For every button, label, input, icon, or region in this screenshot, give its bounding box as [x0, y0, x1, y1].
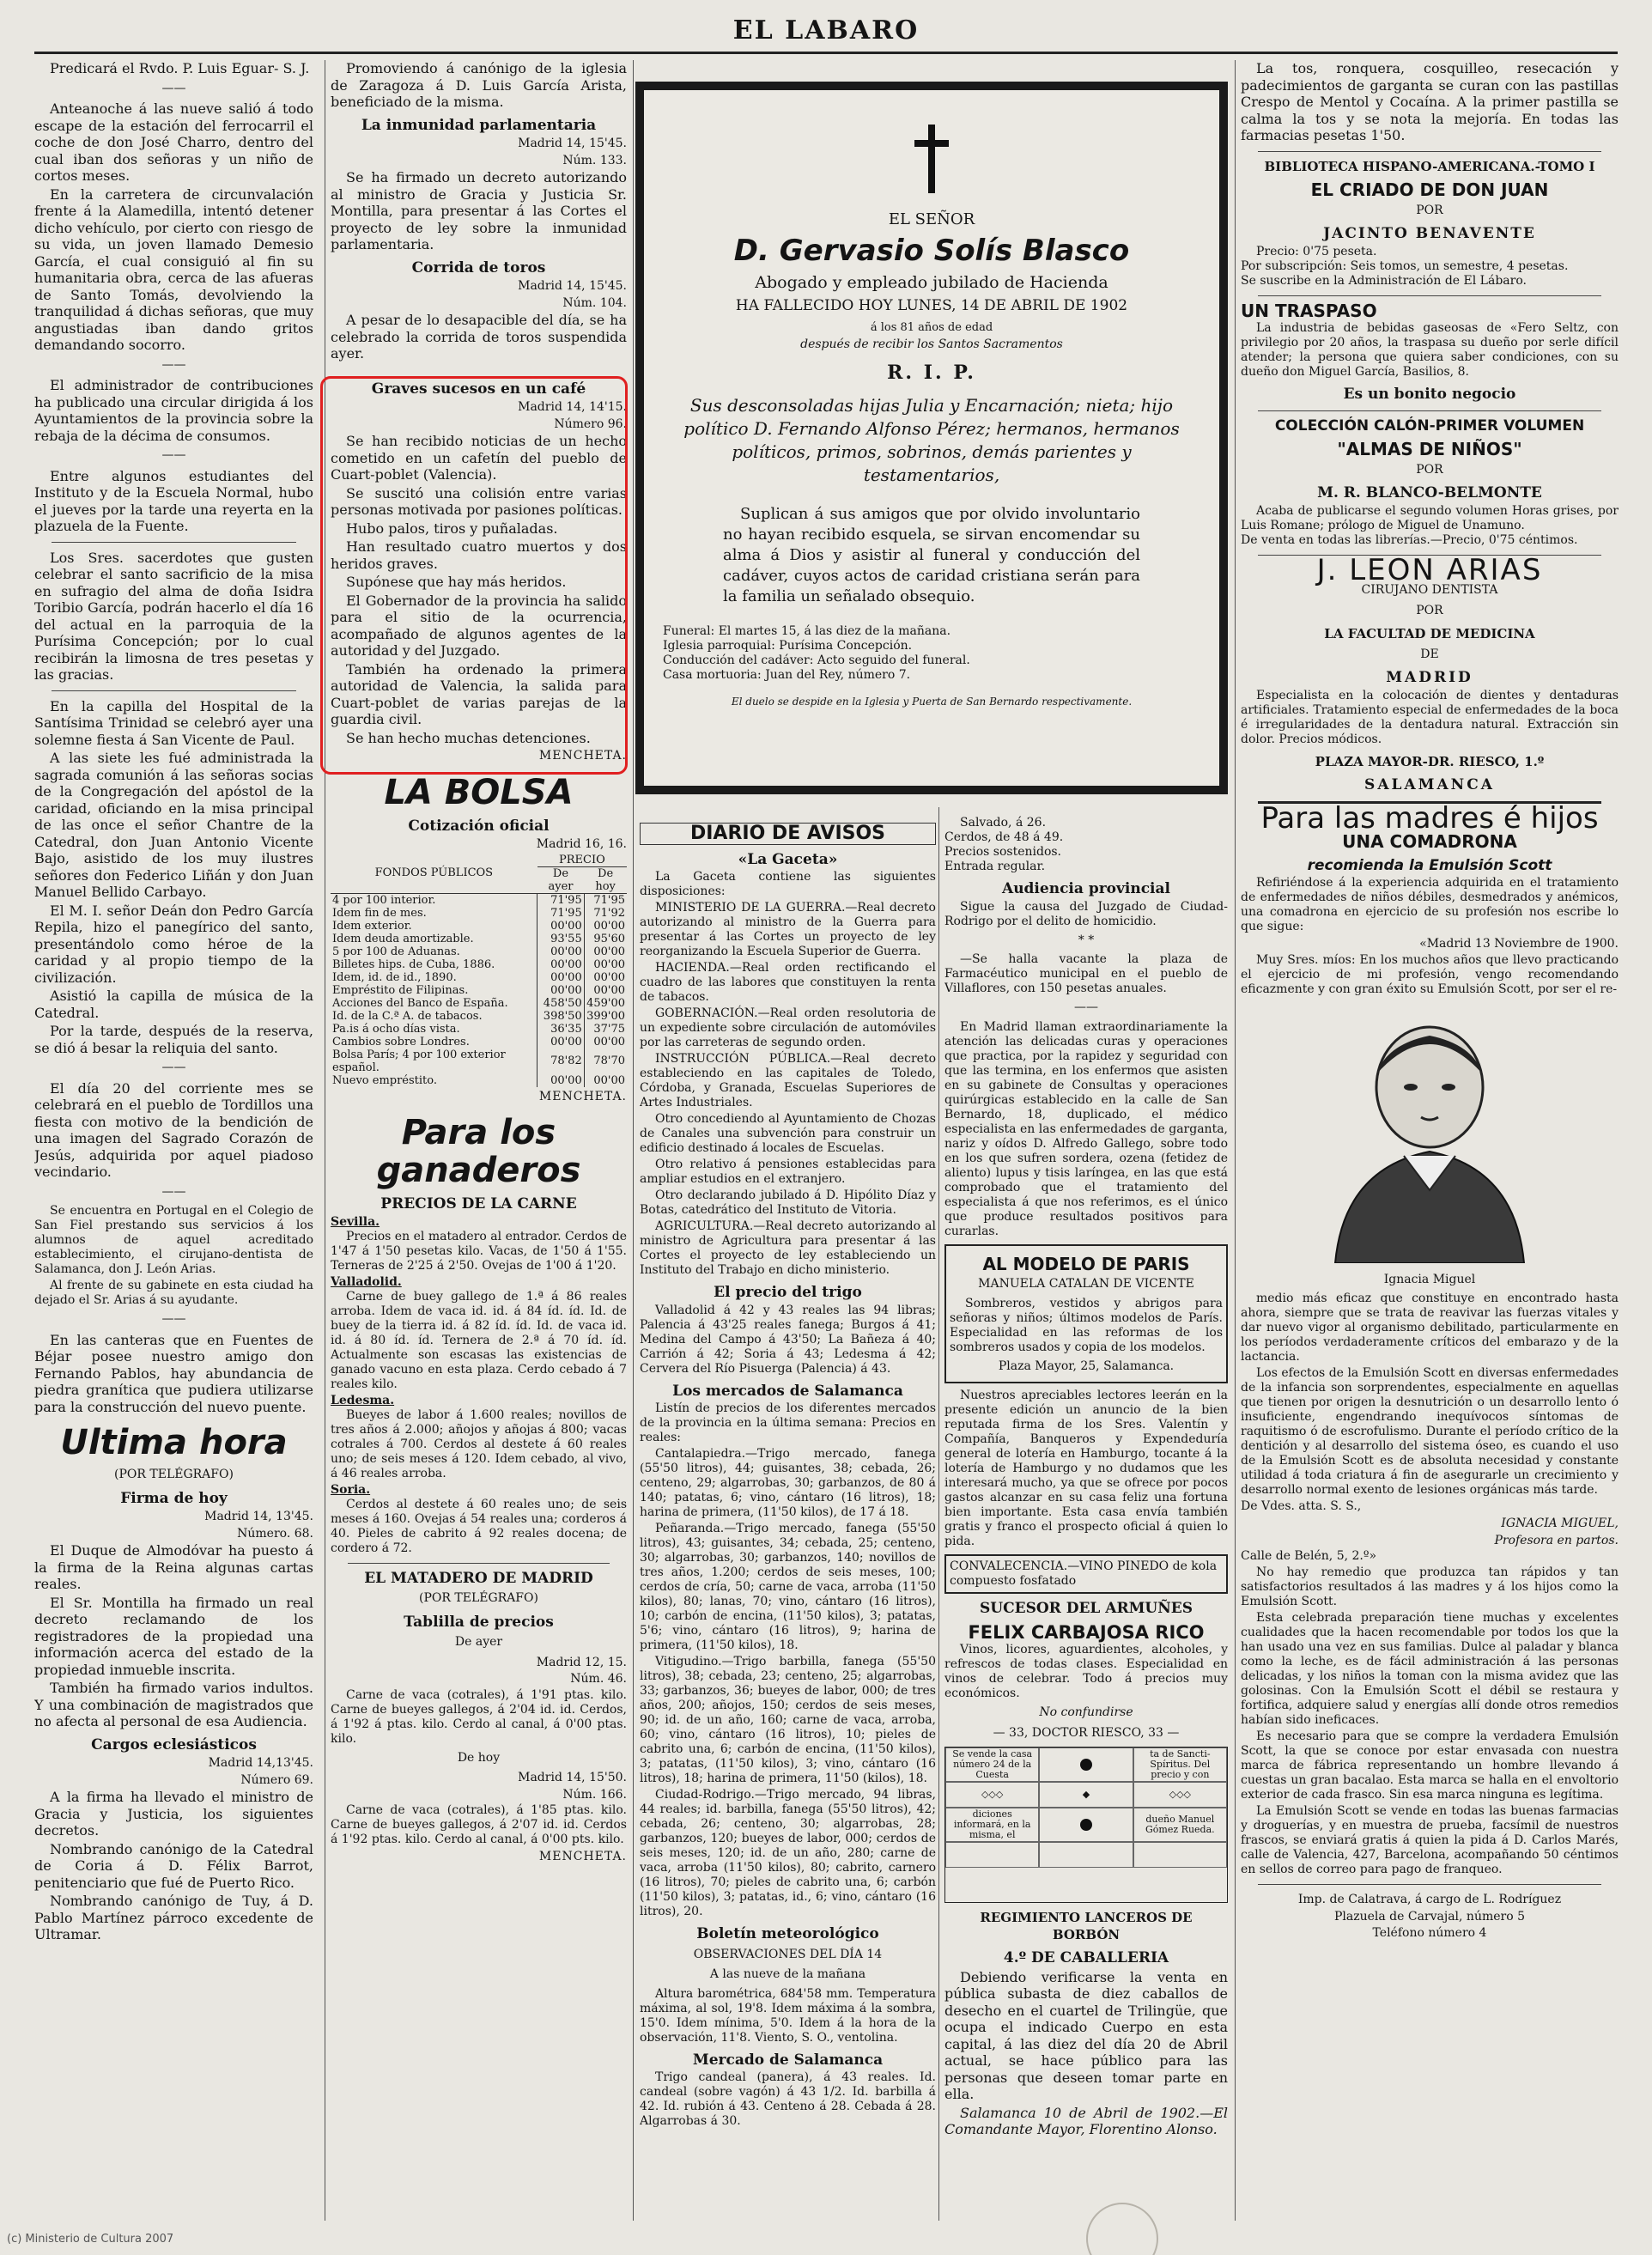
- obituary-box: [635, 82, 1228, 794]
- grid-cell: ta de Sancti-Spíritus. Del precio y con: [1133, 1747, 1227, 1782]
- article-text: El día 20 del corriente mes se celebrará en el pueblo de Tordillos una fiesta con motivo de la bendición de una imagen del Sagrado Corazón de Jesús, adquirida por aquel piadoso vecindario.: [34, 1079, 313, 1180]
- ad-title-madres: Para las madres é hijos: [1260, 800, 1599, 836]
- highlight-box: [320, 376, 628, 775]
- article-text: El Duque de Almodóvar ha puesto á la firma de la Reina algunas cartas reales.: [34, 1542, 313, 1592]
- ad-text: Sombreros, vestidos y abrigos para señoras y niños; últimos modelos de París. Especialidad en las reformas de los sombreros usados y copia de los modelos.: [950, 1296, 1223, 1354]
- table-row: Billetes hips. de Cuba, 1886. 00'00 00'00: [332, 957, 625, 971]
- ad-subtitle: BIBLIOTECA HISPANO-AMERICANA.-TOMO I: [1264, 158, 1595, 174]
- ad-address: PLAZA MAYOR-DR. RIESCO, 1.º: [1315, 753, 1545, 769]
- article-text: Han resultado cuatro muertos y dos heridos graves.: [331, 538, 627, 572]
- article-text: Sigue la causa del Juzgado de Ciudad-Rodrigo por el delito de homicidio.: [944, 899, 1228, 928]
- ad-text: Especialista en la colocación de dientes y dentaduras artificiales. Tratamiento especial de enfermedades de la boca é irregularidades de la dentadura natural. Extracción sin dolor. Precios módicos.: [1241, 688, 1619, 746]
- grid-cell: [945, 1842, 1039, 1868]
- portrait-illustration: [1284, 1006, 1576, 1263]
- bolsa-table: [331, 854, 627, 1087]
- article-text: GOBERNACIÓN.—Real orden resolutoria de un expediente sobre circulación de automóviles por las carreteras de segundo orden.: [640, 1006, 936, 1049]
- ad-text: No hay remedio que produzca tan rápidos y tan satisfactorios resultados á las madres y á los hijos como la Emulsión Scott.: [1241, 1565, 1619, 1608]
- ad-text: Esta celebrada preparación tiene muchas y excelentes cualidades que la hacen recomendable por todos los que la han usado una vez en sus familias. Dulce al paladar y blanca como la leche, es de fácil administración á las personas delicadas, y los niños la toman con la misma avidez que las golosinas. Con la Emulsión Scott el débil se restaura y fortifica, adquiere salud y energías allí donde otros remedios habían sido ineficaces.: [1241, 1611, 1619, 1727]
- ad-modelo-paris: [944, 1244, 1228, 1384]
- ad-title-felix: FELIX CARBAJOSA RICO: [968, 1621, 1205, 1643]
- article-text: Hubo palos, tiros y puñaladas.: [346, 520, 558, 537]
- headline: Mercado de Salamanca: [692, 2051, 884, 2069]
- headline: Firma de hoy: [120, 1489, 228, 1507]
- article-text: Promoviendo á canónigo de la iglesia de Zaragoza á D. Luis García Arista, beneficiado de la misma.: [331, 60, 627, 110]
- ad-text: De Vdes. atta. S. S.,: [1241, 1499, 1362, 1513]
- article-text: Salvado, á 26. Cerdos, de 48 á 49. Precios sostenidos. Entrada regular.: [944, 816, 1064, 873]
- table-row: Bolsa París; 4 por 100 exterior español. 78'82 78'70: [332, 1048, 625, 1074]
- article-text: A pesar de lo desapacible del día, se ha celebrado la corrida de toros suspendida ayer.: [331, 312, 627, 362]
- ad-author: M. R. BLANCO-BELMONTE: [1317, 484, 1542, 501]
- dateline: Madrid 16, 16.: [536, 837, 627, 851]
- article-text: Carne de vaca (cotrales), á 1'91 ptas. kilo. Carne de bueyes gallegos, á 2'04 id. id. Cerdos, á 1'92 á ptas. kilo. Cerdo al canal, á 0'00 ptas. kilo.: [331, 1687, 627, 1746]
- table-row: Idem deuda amortizable. 93'55 95'60: [332, 932, 625, 945]
- ad-address: — 33, DOCTOR RIESCO, 33 —: [993, 1725, 1180, 1740]
- separator: ——: [161, 448, 186, 462]
- article-text: A la firma ha llevado el ministro de Gracia y Justicia, los siguientes decretos.: [34, 1789, 313, 1839]
- dateline: Madrid 14, 15'50. Núm. 166.: [518, 1771, 627, 1802]
- separator: ——: [161, 1312, 186, 1326]
- ad-subtitle: CIRUJANO DENTISTA: [1361, 583, 1498, 597]
- masthead: EL LABARO: [732, 15, 920, 46]
- article-text: Por la tarde, después de la reserva, se dió á besar la reliquia del santo.: [34, 1023, 313, 1056]
- column-rule: [1235, 60, 1236, 2221]
- ad-subtitle: recomienda la Emulsión Scott: [1307, 856, 1552, 874]
- separator: * *: [1078, 933, 1095, 947]
- article-text: Se encuentra en Portugal en el Colegio de San Fiel prestando sus servicios á los alumnos de aquel acreditado establecimiento, el cirujano-dentista de Salamanca, don J. León Arias.: [34, 1204, 313, 1276]
- table-header: FONDOS PÚBLICOS: [331, 854, 538, 894]
- headline: Boletín meteorológico: [696, 1925, 879, 1942]
- article-text: Al frente de su gabinete en esta ciudad ha dejado el Sr. Arias á su ayudante.: [34, 1279, 313, 1307]
- headline: El precio del trigo: [714, 1284, 862, 1301]
- dateline: Madrid 14,13'45. Número 69.: [208, 1756, 313, 1787]
- cross-icon: [914, 125, 949, 193]
- headline: REGIMIENTO LANCEROS DE BORBÓN: [980, 1910, 1193, 1942]
- signature: MENCHETA.: [538, 1089, 627, 1103]
- article-text: En la capilla del Hospital de la Santísima Trinidad se celebró ayer una solemne fiesta á San Vicente de Paul.: [34, 697, 313, 748]
- table-header: De ayer: [538, 866, 585, 893]
- ad-text: Es necesario para que se compre la verdadera Emulsión Scott, la que se conoce por estar envasada con nuestra marca de fábrica representando un hombre llevando á cuestas un gran bacalao. Esta marca se halla en el envoltorio exterior de cada frasco. Sin esa marca ninguna es legítima.: [1241, 1729, 1619, 1802]
- grid-cell: diciones informará, en la misma, el: [945, 1808, 1039, 1842]
- article-text: También ha firmado varios indultos. Y una combinación de magistrados que no afecta al personal de esa Audiencia.: [34, 1680, 313, 1729]
- headline: PRECIOS DE LA CARNE: [380, 1195, 577, 1213]
- separator: [1258, 410, 1601, 411]
- article-text: Anteanoche á las nueve salió á todo escape de la estación del ferrocarril el coche de don José Charro, dentro del cual iban dos señoras y un niño de cortos meses.: [34, 100, 313, 184]
- article-text: Precios en el matadero al entrador. Cerdos de 1'47 á 1'50 pesetas kilo. Vacas, de 1'50 á 1'55. Terneras de 2'25 á 2'50. Ovejas de 1'00 á 1'20.: [331, 1229, 627, 1273]
- article-text: Se han recibido noticias de un hecho cometido en un cafetín del pueblo de Cuart-poblet (Valencia).: [331, 433, 627, 483]
- table-header: PRECIO: [538, 854, 627, 867]
- article-text: También ha ordenado la primera autoridad de Valencia, la salida para Cuart-poblet de varias parejas de la guardia civil.: [331, 660, 627, 727]
- section-title-ultima-hora: Ultima hora: [60, 1423, 288, 1462]
- table-row: Idem fin de mes. 71'95 71'92: [332, 906, 625, 920]
- ad-text: Refiriéndose á la experiencia adquirida en el tratamiento de enfermedades de niños débiles, desmedrados y anémicos, una comadrona en ejercicio de su profesión nos escribe lo que sigue:: [1241, 876, 1619, 933]
- obituary-sacraments: después de recibir los Santos Sacramentos: [800, 337, 1063, 351]
- ad-by: POR: [1416, 603, 1443, 617]
- ad-text: Precio: 0'75 peseta. Por subscripción: Seis tomos, un semestre, 4 pesetas. Se suscribe en la Administración de El Lábaro.: [1241, 244, 1569, 288]
- article-text: Nuestros apreciables lectores leerán en la presente edición un anuncio de la bien reputada firma de los Sres. Valentín y Compañía, Banqueros y Expendeduría general de lotería en Hamburgo, tocante á la lotería de Hamburgo y no dudamos que les interesará mucho, ya que se ofrece por pocos gastos alcanzar en su casa feliz una fortuna bien importante. Esta casa envía también gratis y franco el prospecto oficial á quien lo pida.: [944, 1389, 1228, 1548]
- column-3: [640, 816, 936, 2130]
- subheading: OBSERVACIONES DEL DÍA 14: [693, 1947, 883, 1961]
- copyright-footer: (c) Ministerio de Cultura 2007: [7, 2233, 174, 2246]
- table-row: Pa.is á ocho días vista. 36'35 37'75: [332, 1022, 625, 1036]
- table-header: De hoy: [584, 866, 627, 893]
- article-text: El Gobernador de la provincia ha salido para el sitio de la ocurrencia, acompañado de algunos agentes de la autoridad y del Juzgado.: [331, 592, 627, 659]
- obituary-role: Abogado y empleado jubilado de Hacienda: [755, 273, 1108, 292]
- article-text: La Gaceta contiene las siguientes disposiciones:: [640, 870, 936, 898]
- obituary-intro: EL SEÑOR: [888, 210, 975, 228]
- ad-title-traspaso: UN TRASPASO: [1241, 300, 1377, 321]
- article-text: Cerdos al destete á 60 reales uno; de seis meses á 160. Ovejas á 54 reales una; corderos á 40. Pieles de cabrito á 92 reales docena; de cordero á 72.: [331, 1497, 627, 1555]
- headline: La inmunidad parlamentaria: [361, 116, 597, 134]
- article-text: Vitigudino.—Trigo barbilla, fanega (55'50 litros), 38; cebada, 23; centeno, 25; algarrobas, 33; garbanzos, 36; bueyes de labor, 000; de tres años, 200; añojos, 150; cerdos de seis meses, 90; id. de un año, 160; carne de vaca, arroba, 60; vino, cántaro (16 litros), 10; pieles de cabrito una, 6; carbón de encina, (11'50 kilos), 3; patatas, (11'50 kilos), 3; vino, cántaro (16 litros), 18; harina de primera, 11'50 (kilos), 18.: [640, 1655, 936, 1785]
- table-row: Empréstito de Filipinas. 00'00 00'00: [332, 983, 625, 997]
- article-text: Ciudad-Rodrigo.—Trigo mercado, 94 libras, 44 reales; id. barbilla, fanega (55'50 litros), 42; cebada, 26; centeno, 30; algarrobas, 28; garbanzos, 120; bueyes de labor, 000; cerdos de seis meses, 120; id. de un año, 280; carne de vaca, arroba (11'50 kilos), 80; cabrito, carnero (16 litros), 70; pieles de cabrito una, 6; carbón (11'50 kilos), 3; patatas, id., 6; vino, cántaro (16 litros), 20.: [640, 1788, 936, 1918]
- article-text: Listín de precios de los diferentes mercados de la provincia en la última semana: Precios en reales:: [640, 1401, 936, 1444]
- separator: ——: [161, 1061, 186, 1074]
- article-text: A las siete les fué administrada la sagrada comunión á las señoras socias de la Congregación del apóstol de la caridad, oficiando en la misa principal de las once el señor Chantre de la Catedral, don Juan Antonio Vicente Bajo, asistido de los muy ilustres señores don Federico Liñán y don Juan Manuel Bellido Carbayo.: [34, 750, 313, 900]
- article-text: Otro concediendo al Ayuntamiento de Chozas de Canales una subvención para construir un edificio destinado á locales de Escuelas.: [640, 1112, 936, 1155]
- separator: [1258, 1884, 1601, 1885]
- column-5: [1241, 60, 1619, 1946]
- market-name: Sevilla.: [331, 1214, 380, 1229]
- article-text: Otro declarando jubilado á D. Hipólito Díaz y Botas, catedrático del Instituto de Vitoria.: [640, 1188, 936, 1217]
- signature: MENCHETA.: [538, 1850, 627, 1863]
- dateline: Madrid 12, 15. Núm. 46.: [536, 1655, 627, 1686]
- headline: Los mercados de Salamanca: [672, 1382, 903, 1400]
- dateline: Madrid 14, 13'45. Número. 68.: [204, 1510, 313, 1541]
- obituary-body: Suplican á sus amigos que por olvido involuntario no hayan recibido esquela, se sirvan encomendar su alma á Dios y asistir al funeral y conducción del cadáver, cuyos actos de caridad cristiana serán para la familia un señalado obsequio.: [723, 505, 1140, 605]
- article-text: AGRICULTURA.—Real decreto autorizando al ministro de Agricultura para presentar á las Cortes el proyecto de ley estableciendo un Instituto del Trabajo en dicho ministerio.: [640, 1219, 936, 1277]
- headline: Tablilla de precios: [404, 1613, 554, 1631]
- obituary-age: á los 81 años de edad: [870, 321, 993, 334]
- obituary-funeral-details: Funeral: El martes 15, á las diez de la mañana. Iglesia parroquial: Purísima Concepción. Conducción del cadáver: Acto seguido del funeral. Casa mortuoria: Juan del Rey, número 7.: [663, 624, 970, 682]
- portrait-caption: Ignacia Miguel: [1383, 1272, 1476, 1286]
- grid-cell: ◆: [1039, 1782, 1133, 1808]
- grid-cell: dueño Manuel Gómez Rueda.: [1133, 1808, 1227, 1842]
- separator: [1258, 295, 1601, 296]
- column-rule: [633, 60, 634, 2221]
- ad-author: JACINTO BENAVENTE: [1323, 225, 1536, 242]
- grid-cell: ◇◇◇: [945, 1782, 1039, 1808]
- ad-text: Acaba de publicarse el segundo volumen Horas grises, por Luis Romane; prólogo de Miguel de Unamuno. De venta en todas las librerías.—Precio, 0'75 céntimos.: [1241, 503, 1619, 547]
- headline: 4.º DE CABALLERIA: [1003, 1949, 1169, 1966]
- ad-signature: IGNACIA MIGUEL, Profesora en partos.: [1494, 1517, 1619, 1547]
- ad-tagline: Es un bonito negocio: [1343, 386, 1516, 403]
- article-text: Se suscitó una colisión entre varias personas motivada por pasiones políticas.: [331, 484, 627, 518]
- subheading: De ayer: [454, 1635, 503, 1649]
- ad-address: Plaza Mayor, 25, Salamanca.: [998, 1358, 1175, 1373]
- article-text: El Sr. Montilla ha firmado un real decreto reclamando de los registradores de la propiedad una información acerca del estado de la propiedad inmueble inscrita.: [34, 1594, 313, 1678]
- table-row: Idem, id. de id., 1890. 00'00 00'00: [332, 970, 625, 984]
- grid-cell: ◇◇◇: [1133, 1782, 1227, 1808]
- dot-icon: [1080, 1759, 1092, 1771]
- table-row: Acciones del Banco de España. 458'50 459'00: [332, 996, 625, 1010]
- article-text: Carne de buey gallego de 1.ª á 86 reales arroba. Idem de vaca id. id. á 84 íd. íd. Id. de buey de la tierra id. á 82 íd. íd. Id. de vaca id. id. á 80 íd. íd. Ternera de 2.ª á 70 íd. íd. Actualmente son escasas las existencias de ganado vacuno en esta plaza. Cerdo cebado á 7 reales kilo.: [331, 1289, 627, 1391]
- headline: EL MATADERO DE MADRID: [364, 1569, 593, 1587]
- section-title-la-bolsa: LA BOLSA: [384, 772, 574, 812]
- separator: [52, 690, 296, 691]
- headline: Corrida de toros: [411, 258, 546, 277]
- article-text: Cantalapiedra.—Trigo mercado, fanega (55'50 litros), 44; guisantes, 38; cebada, 26; centeno, 29; algarrobas, 30; garbanzos, de 80 á 140; patatas, 6; vino, cántaro (16 litros), 18; harina de primera, (11'50 kilos), de 17 á 18.: [640, 1447, 936, 1519]
- grid-cell: [1039, 1808, 1133, 1842]
- ad-subtitle: UNA COMADRONA: [1342, 831, 1517, 852]
- article-text: Valladolid á 42 y 43 reales las 94 libras; Palencia á 43'25 reales fanega; Burgos á 41; Medina del Campo á 43'50; La Bañeza á 40; Carrión á 42; Soria á 43; Ledesma á 42; Cervera del Río Pisuerga (Palencia) á 43.: [640, 1303, 936, 1376]
- ad-subtitle: SUCESOR DEL ARMUÑES: [979, 1600, 1193, 1617]
- obituary-rip: R. I. P.: [887, 362, 976, 384]
- table-row: 4 por 100 interior. 71'95 71'95: [332, 893, 625, 907]
- subheading: (POR TELÉGRAFO): [419, 1591, 538, 1605]
- ad-text: Vinos, licores, aguardientes, alcoholes, y refrescos de todas clases. Especialidad en vinos de celebrar. Todo á precios muy económicos.: [944, 1643, 1228, 1700]
- separator: ——: [1074, 1000, 1098, 1014]
- separator: ——: [161, 1184, 186, 1199]
- article-text: Debiendo verificarse la venta en pública subasta de diez caballos de desecho en el cuartel de Trilingüe, que ocupa el indicado Cuerpo en esta capital, á las diez del día 20 de Abril actual, se hace público para las personas que deseen tomar parte en ella.: [944, 1968, 1228, 2102]
- ad-text: La industria de bebidas gaseosas de «Fero Seltz, con privilegio por 20 años, la traspasa su dueño por serle difícil atender; la persona que quiera saber condiciones, con su dueño don Miguel García, Basilios, 8.: [1241, 321, 1619, 379]
- column-2: [331, 60, 627, 1871]
- separator: ——: [161, 81, 186, 95]
- ad-grid: [944, 1747, 1228, 1903]
- subheading: (POR TELÉGRAFO): [114, 1468, 234, 1481]
- ad-text: Muy Sres. míos: En los muchos años que llevo practicando el ejercicio de mi profesión, vengo recomendando eficazmente y con gran éxito su Emulsión Scott, por ser el re-: [1241, 952, 1619, 996]
- headline: Cargos eclesiásticos: [91, 1735, 257, 1754]
- grid-cell: [1039, 1747, 1133, 1782]
- ad-text: Los efectos de la Emulsión Scott en diversas enfermedades de la infancia son sorprendentes, especialmente en aquellas que tienen por origen la desnutrición o un desarrollo lento ó insuficiente, engendrando inequívocos síntomas de raquitismo ó de escrofulismo. Durante el período crítico de la dentición y al desarrollo del sistema óseo, es cuando el uso de la Emulsión Scott es de absoluta necesidad y constante utilidad á toda criatura á fin de asegurarle un crecimiento y desarrollo normal exento de lesiones orgánicas más tarde.: [1241, 1366, 1619, 1497]
- ad-title: EL CRIADO DE DON JUAN: [1310, 179, 1549, 200]
- article-text: Bueyes de labor á 1.600 reales; novillos de tres años á 2.000; añojos y añojas á 800; vacas cotrales á 700. Cerdos al destete á 60 reales uno; de seis meses á 120. Idem cebado, al vivo, á 46 reales arroba.: [331, 1407, 627, 1480]
- article-text: MINISTERIO DE LA GUERRA.—Real decreto autorizando al ministro de la Guerra para presentar á las Cortes un proyecto de ley reorganizando la Escuela Superior de Guerra.: [640, 901, 936, 958]
- column-4: [944, 816, 1228, 2140]
- portrait-icon: [1284, 1006, 1576, 1263]
- article-text: Carne de vaca (cotrales), á 1'85 ptas. kilo. Carne de bueyes gallegos, á 2'07 id. id. Cerdos á 1'92 ptas. kilo. Cerdo al canal, á 0'00 pts. kilo.: [331, 1803, 627, 1846]
- grid-cell: Se vende la casa número 24 de la Cuesta: [945, 1747, 1039, 1782]
- obituary-family: Sus desconsoladas hijas Julia y Encarnación; nieta; hijo político D. Fernando Alfonso Pérez; hermanos, hermanos políticos, primos, sobrinos, demás parientes y testamentarios,: [683, 395, 1180, 485]
- article-text: Entre algunos estudiantes del Instituto y de la Escuela Normal, hubo el jueves por la tarde una reyerta en la plazuela de la Fuente.: [34, 467, 313, 534]
- article-text: INSTRUCCIÓN PÚBLICA.—Real decreto estableciendo en las capitales de Toledo, Córdoba, y Granada, Escuelas Superiores de Artes Industriales.: [640, 1052, 936, 1109]
- ad-date: «Madrid 13 Noviembre de 1900.: [1419, 937, 1619, 951]
- ad-text: Calle de Belén, 5, 2.º»: [1241, 1549, 1377, 1563]
- article-text: Nombrando canónigo de Tuy, á D. Pablo Martínez párroco excedente de Ultramar.: [34, 1893, 313, 1942]
- dateline: Madrid 14, 15'45. Núm. 104.: [518, 279, 627, 310]
- article-text: En las canteras que en Fuentes de Béjar posee nuestro amigo don Fernando Pablos, hay abundancia de piedra granítica que pudiera utilizarse para la construcción del nuevo puente.: [34, 1331, 313, 1415]
- ad-convalecencia: CONVALECENCIA.—VINO PINEDO de kola compuesto fosfatado: [944, 1554, 1228, 1594]
- article-text: Nombrando canónigo de la Catedral de Coria á D. Félix Barrot, penitenciario que fué de Puerto Rico.: [34, 1840, 313, 1891]
- signature: MENCHETA.: [538, 749, 627, 763]
- printer-imprint: Imp. de Calatrava, á cargo de L. Rodríguez Plazuela de Carvajal, número 5 Teléfono número 4: [1297, 1893, 1562, 1940]
- ad-title: "ALMAS DE NIÑOS": [1337, 439, 1522, 459]
- ad-by: DE: [1420, 647, 1439, 661]
- separator: ——: [161, 357, 186, 372]
- table-row: Cambios sobre Londres. 00'00 00'00: [332, 1035, 625, 1048]
- ad-city: SALAMANCA: [1364, 776, 1495, 793]
- section-title-ganaderos: Para los ganaderos: [376, 1113, 581, 1190]
- article-text: Asistió la capilla de música de la Catedral.: [34, 988, 313, 1021]
- ad-subtitle: MADRID: [1386, 669, 1473, 686]
- article-text: Salamanca 10 de Abril de 1902.—El Comandante Mayor, Florentino Alonso.: [944, 2104, 1228, 2137]
- obituary-date: HA FALLECIDO HOY LUNES, 14 DE ABRIL DE 1902: [735, 297, 1128, 314]
- headline-graves-sucesos: Graves sucesos en un café: [371, 380, 586, 398]
- column-1: [34, 60, 313, 1945]
- market-name: Valladolid.: [331, 1274, 402, 1289]
- article-text: Altura barométrica, 684'58 mm. Temperatura máxima, al sol, 19'8. Idem máxima á la sombra, 15'0. Idem mínima, 5'0. Idem á la hora de la observación, 11'8. Viento, S. O., ventolina.: [640, 1986, 936, 2045]
- article-text: Se ha firmado un decreto autorizando al ministro de Gracia y Justicia Sr. Montilla, para presentar á las Cortes el proyecto de ley sobre la inmunidad parlamentaria.: [331, 169, 627, 252]
- article-text: Trigo candeal (panera), á 43 reales. Id. candeal (sobre vagón) á 43 1/2. Id. barbilla á 42. Id. rubión á 43. Centeno á 28. Cebada á 28. Algarrobas á 30.: [640, 2070, 936, 2128]
- headline: Cotización oficial: [408, 817, 550, 835]
- ad-by: POR: [1416, 203, 1443, 217]
- column-rule: [938, 807, 939, 2221]
- article-text: Los Sres. sacerdotes que gusten celebrar el santo sacrificio de la misa en sufragio del alma de doña Isidra Toribio García, podrán hacerlo el día 16 del actual en la parroquia de la Purísima Concepción; por lo cual recibirán la limosna de tres pesetas y las gracias.: [34, 549, 313, 683]
- article-text: —Se halla vacante la plaza de Farmacéutico municipal en el pueblo de Villaflores, con 150 pesetas anuales.: [944, 952, 1228, 995]
- table-row: Nuevo empréstito. 00'00 00'00: [332, 1073, 625, 1087]
- masthead-rule: [34, 52, 1618, 54]
- ad-by: POR: [1416, 462, 1443, 477]
- ad-subtitle: MANUELA CATALAN DE VICENTE: [978, 1277, 1194, 1291]
- separator: [348, 1563, 610, 1564]
- article-text: Otro relativo á pensiones establecidas para ampliar estudios en el extranjero.: [640, 1158, 936, 1186]
- grid-cell: [1133, 1842, 1227, 1868]
- article-text: Supónese que hay más heridos.: [346, 574, 567, 590]
- article-text: Peñaranda.—Trigo mercado, fanega (55'50 litros), 43; guisantes, 34; cebada, 25; centeno, 30; algarrobas, 30; garbanzos, 140; novillos de tres años, 1.200; cerdos de seis meses, 100; cerdos de cría, 50; carne de vaca, arroba (11'50 kilos), 80; lanas, 70; vino, cántaro (16 litros), 10; carbón de encina, (11'50 kilos), 3; patatas, 5'6; vino, cántaro (16 litros), 9; harina de primera, (11'50 kilos), 18.: [640, 1522, 936, 1652]
- article-text: HACIENDA.—Real orden rectificando el cuadro de las labores que constituyen la renta de tabacos.: [640, 961, 936, 1004]
- ad-text: La tos, ronquera, cosquilleo, resecación y padecimientos de garganta se curan con las pastillas Crespo de Mentol y Cocaína. A la primer pastilla se calma la tos y se nota la mejoría. En todas las farmacias pesetas 1'50.: [1241, 60, 1619, 143]
- ad-text: La Emulsión Scott se vende en todas las buenas farmacias y droguerías, y en muestra de prueba, facsímil de nuestros frascos, se enviará gratis á quien la pida á D. Carlos Marés, calle de Valencia, 427, Barcelona, acompañando 50 céntimos en sellos de correo para pago de franqueo.: [1241, 1804, 1619, 1876]
- separator: [52, 542, 296, 543]
- article-text: Predicará el Rvdo. P. Luis Eguar- S. J.: [50, 60, 310, 76]
- obituary-duelo: El duelo se despide en la Iglesia y Puerta de San Bernardo respectivamente.: [731, 696, 1133, 708]
- market-name: Ledesma.: [331, 1393, 395, 1407]
- ad-subtitle: COLECCIÓN CALÓN-PRIMER VOLUMEN: [1274, 416, 1585, 435]
- dot-icon: [1080, 1819, 1092, 1831]
- article-text: Se han hecho muchas detenciones.: [346, 729, 591, 746]
- ad-note: No confundirse: [1039, 1705, 1133, 1719]
- table-row: Idem exterior. 00'00 00'00: [332, 919, 625, 933]
- table-row: 5 por 100 de Aduanas. 00'00 00'00: [332, 945, 625, 958]
- table-row: Id. de la C.ª A. de tabacos. 398'50 399'00: [332, 1009, 625, 1023]
- headline: Audiencia provincial: [1002, 880, 1170, 897]
- obituary-name: D. Gervasio Solís Blasco: [733, 234, 1130, 268]
- library-stamp: [1086, 2203, 1158, 2255]
- subheading: De hoy: [457, 1750, 501, 1765]
- headline: «La Gaceta»: [738, 850, 838, 868]
- dateline: Madrid 14, 14'15. Número 96.: [518, 400, 627, 431]
- ad-text: medio más eficaz que constituye en encontrado hasta ahora, siempre que se trata de reavivar las fuerzas vitales y dar nuevo vigor al organismo debilitado, particularmente en los períodos verdaderamente críticos del embarazo y de la lactancia.: [1241, 1292, 1619, 1364]
- ad-title: AL MODELO DE PARIS: [982, 1253, 1190, 1274]
- subheading: A las nueve de la mañana: [709, 1967, 866, 1981]
- article-text: El administrador de contribuciones ha publicado una circular dirigida á los Ayuntamientos de la provincia sobre la rebaja de la décima de consumos.: [34, 377, 313, 444]
- ad-title-leon-arias: J. LEON ARIAS: [1316, 552, 1543, 587]
- separator: [1258, 151, 1601, 152]
- article-text: En la carretera de circunvalación frente á la Alamedilla, intentó detener dicho vehículo, por cierto con riesgo de su vida, un joven llamado Demesio García, el cual consiguió al fin su humanitaria obra, cerca de las afueras de Santo Tomás, devolviendo la tranquilidad á dichas señoras, que muy angustiadas iban dando gritos demandando socorro.: [34, 185, 313, 353]
- market-name: Soria.: [331, 1482, 371, 1497]
- section-title-diario: DIARIO DE AVISOS: [640, 823, 936, 845]
- article-text: El M. I. señor Deán don Pedro García Repila, hizo el panegírico del santo, presentándolo como héroe de la caridad y al propio tiempo de la civilización.: [34, 902, 313, 986]
- dateline: Madrid 14, 15'45. Núm. 133.: [518, 137, 627, 167]
- grid-cell: [1039, 1842, 1133, 1868]
- article-text: En Madrid llaman extraordinariamente la atención las delicadas curas y operaciones que practica, por la rapidez y seguridad con que las termina, en los enfermos que asisten en su gabinete de Consultas y operaciones quirúrgicas establecido en la calle de San Bernardo, 18, duplicado, el médico especialista en las enfermedades de garganta, nariz y oídos D. Alfredo Gallego, sobre todo en los que sufren sordera, ozena (fetidez de aliento) lupus y tisis laríngea, en las que está comprobado que el tratamiento del especialista á que nos referimos, es el único que produce resultados positivos para curarlas.: [944, 1019, 1228, 1238]
- ad-subtitle: LA FACULTAD DE MEDICINA: [1324, 626, 1535, 641]
